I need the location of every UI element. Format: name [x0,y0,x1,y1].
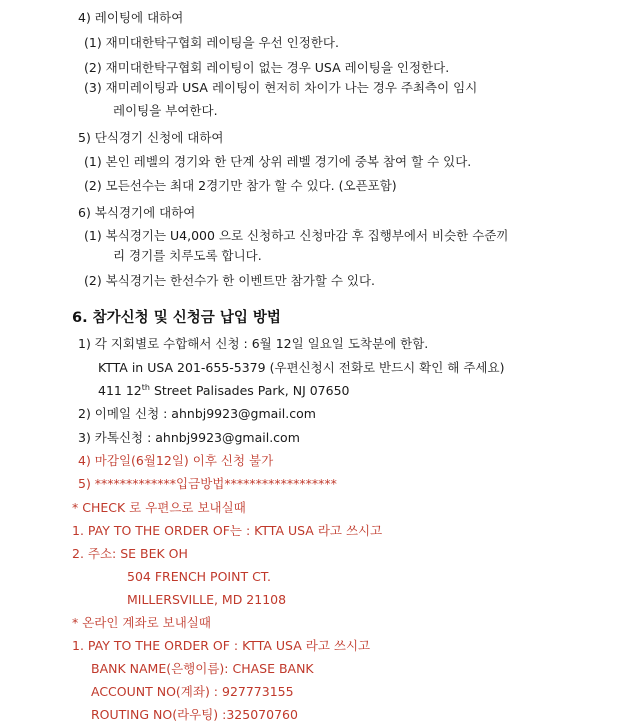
registration-phone: KTTA in USA 201-655-5379 (우편신청시 전화로 반드시 확인 해 주세요) [98,360,505,375]
registration-deadline: 4) 마감일(6월12일) 이후 신청 불가 [78,453,274,468]
section-4-item-2: (2) 재미대한탁구협회 레이팅이 없는 경우 USA 레이팅을 인정한다. [84,60,450,75]
online-title: * 온라인 계좌로 보내실때 [72,615,211,630]
online-pay-to: 1. PAY TO THE ORDER OF : KTTA USA 라고 쓰시고 [72,638,371,653]
section-4-title: 4) 레이팅에 대하여 [78,10,184,25]
check-address-city: MILLERSVILLE, MD 21108 [127,592,287,607]
registration-kakao: 3) 카톡신청 : ahnbj9923@gmail.com [78,430,300,445]
section-5-item-1: (1) 본인 레벨의 경기와 한 단계 상위 레벨 경기에 중복 참여 할 수 있다. [84,154,472,169]
doubles-item-2: (2) 복식경기는 한선수가 한 이벤트만 참가할 수 있다. [84,273,375,288]
routing-number: ROUTING NO(라우팅) :325070760 [91,707,298,722]
section-6-heading: 6. 참가신청 및 신청금 납입 방법 [72,310,281,326]
section-4-item-3: (3) 재미레이팅과 USA 레이팅이 현저히 차이가 나는 경우 주최측이 임시 [84,80,478,95]
check-address-name: 2. 주소: SE BEK OH [72,546,188,561]
check-pay-to: 1. PAY TO THE ORDER OF는 : KTTA USA 라고 쓰시고 [72,523,383,538]
account-number: ACCOUNT NO(계좌) : 927773155 [91,684,294,699]
section-5-title: 5) 단식경기 신청에 대하여 [78,130,224,145]
registration-address: 411 12th Street Palisades Park, NJ 07650 [98,382,350,398]
section-4-item-1: (1) 재미대한탁구협회 레이팅을 우선 인정한다. [84,35,339,50]
payment-method-title: 5) *************입금방법****************** [78,476,337,491]
section-4-item-3-cont: 레이팅을 부여한다. [113,103,218,118]
check-address-street: 504 FRENCH POINT CT. [127,569,271,584]
doubles-item-1-cont: 리 경기를 치루도록 합니다. [113,248,262,263]
doubles-item-1: (1) 복식경기는 U4,000 으로 신청하고 신청마감 후 집행부에서 비슷한 수준끼 [84,228,509,243]
registration-item-1: 1) 각 지회별로 수합해서 신청 : 6월 12일 일요일 도착분에 한함. [78,336,429,351]
doubles-title: 6) 복식경기에 대하여 [78,205,196,220]
registration-email: 2) 이메일 신청 : ahnbj9923@gmail.com [78,406,316,421]
section-5-item-2: (2) 모든선수는 최대 2경기만 참가 할 수 있다. (오픈포함) [84,178,397,193]
bank-name: BANK NAME(은행이름): CHASE BANK [91,661,314,676]
check-title: * CHECK 로 우편으로 보내실때 [72,500,246,515]
